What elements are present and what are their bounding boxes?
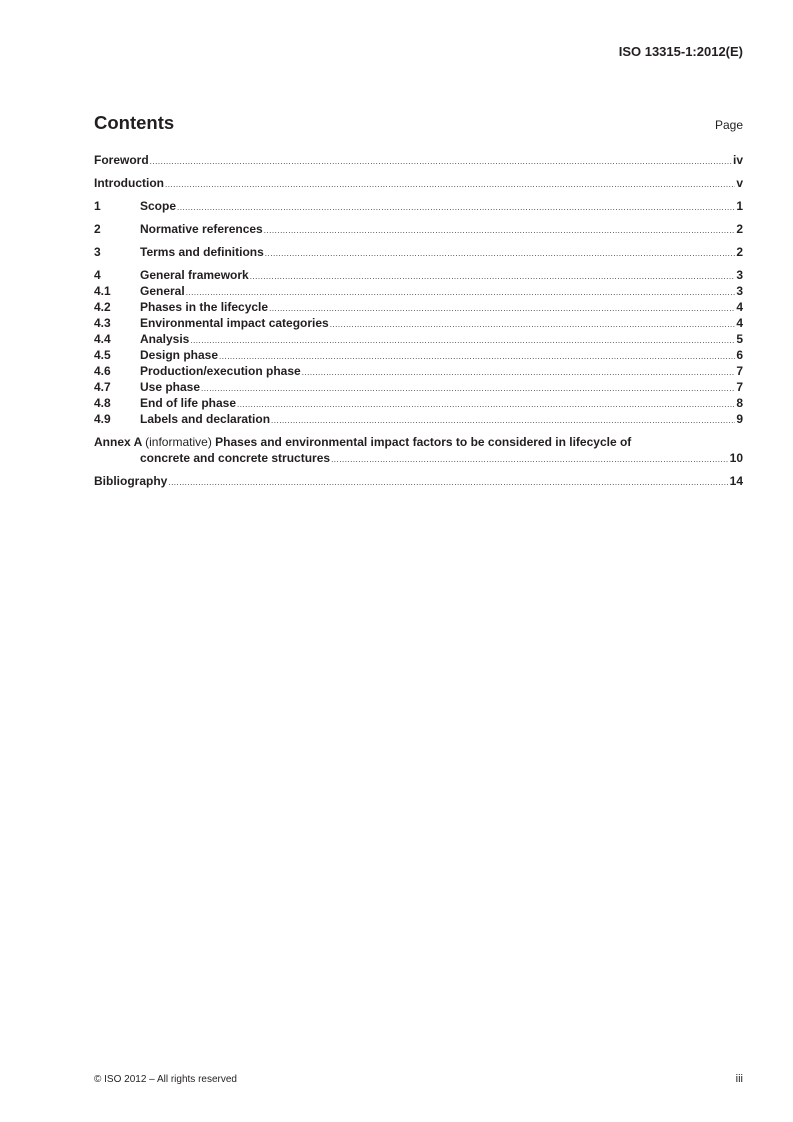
toc-entry-number: 4.4 [94,332,111,346]
page-number: iii [735,1073,743,1085]
dot-leader [250,269,736,285]
toc-entry-normative-references[interactable] [94,221,743,237]
toc-entry-label: Labels and declaration [140,412,271,426]
toc-entry-analysis[interactable] [94,331,743,347]
dot-leader [201,381,735,397]
toc-entry-general[interactable] [94,283,743,299]
toc-entry-label: End of life phase [140,396,237,410]
toc-entry-terms-and-definitions[interactable] [94,244,743,260]
toc-entry-page: 8 [736,396,743,410]
toc-entry-number: 4.2 [94,300,111,314]
toc-entry-phases-in-lifecycle[interactable] [94,299,743,315]
toc-entry-number: 4.1 [94,284,111,298]
toc-entry-label: Environmental impact categories [140,316,329,330]
toc-entry-label: Normative references [140,222,263,236]
toc-entry-page: iv [732,153,743,167]
toc-entry-number: 3 [94,245,101,259]
toc-entry-number: 4 [94,268,101,282]
toc-entry-number: 4.6 [94,364,111,378]
toc-entry-page: 3 [736,284,743,298]
dot-leader [264,223,736,239]
toc-entry-general-framework[interactable] [94,267,743,283]
toc-entry-page: 9 [736,412,743,426]
toc-entry-use-phase[interactable] [94,379,743,395]
dot-leader [150,154,732,170]
toc-entry-number: 4.9 [94,412,111,426]
toc-entry-number: 4.3 [94,316,111,330]
dot-leader [168,475,728,491]
toc-entry-production-execution-phase[interactable] [94,363,743,379]
toc-entry-scope[interactable] [94,198,743,214]
dot-leader [331,452,729,468]
table-of-contents [94,152,743,489]
toc-entry-number: 1 [94,199,101,213]
dot-leader [177,200,735,216]
toc-entry-foreword[interactable] [94,152,743,168]
toc-entry-page: 14 [729,474,743,488]
toc-entry-label: Use phase [140,380,201,394]
toc-entry-page: 7 [736,380,743,394]
annex-qualifier: (informative) [145,435,212,449]
dot-leader [186,285,736,301]
dot-leader [165,177,735,193]
toc-entry-page: 6 [736,348,743,362]
toc-entry-introduction[interactable] [94,175,743,191]
toc-entry-label: Scope [140,199,177,213]
toc-entry-label: Production/execution phase [140,364,301,378]
dot-leader [237,397,735,413]
page-title: Contents [94,112,175,133]
dot-leader [190,333,735,349]
toc-entry-environmental-impact-categories[interactable] [94,315,743,331]
toc-entry-page: 2 [736,222,743,236]
toc-entry-labels-and-declaration[interactable] [94,411,743,427]
toc-entry-label: Bibliography [94,474,168,488]
toc-entry-number: 4.8 [94,396,111,410]
document-reference: ISO 13315-1:2012(E) [618,44,743,59]
toc-entry-page: 7 [736,364,743,378]
toc-entry-page: 4 [736,300,743,314]
toc-entry-number: 4.7 [94,380,111,394]
toc-entry-page: 3 [736,268,743,282]
toc-entry-label: Foreword [94,153,149,167]
toc-entry-page: v [736,176,743,190]
toc-entry-label: Introduction [94,176,164,190]
toc-entry-label: Design phase [140,348,219,362]
dot-leader [271,413,735,429]
toc-entry-number: 4.5 [94,348,111,362]
annex-title-line [94,434,743,450]
toc-entry-page: 4 [736,316,743,330]
toc-entry-label: Phases in the lifecycle [140,300,269,314]
toc-entry-page: 1 [736,199,743,213]
toc-entry-annex-a[interactable] [94,434,743,466]
toc-entry-design-phase[interactable] [94,347,743,363]
toc-entry-label: Analysis [140,332,190,346]
toc-entry-page: 5 [736,332,743,346]
dot-leader [330,317,736,333]
contents-heading-row [94,110,743,134]
toc-entry-label: concrete and concrete structures [140,451,331,465]
toc-entry-page: 10 [729,451,743,465]
page-column-label: Page [714,118,743,132]
annex-title-continuation [94,450,743,466]
dot-leader [265,246,736,262]
toc-entry-label: Terms and definitions [140,245,264,259]
annex-prefix: Annex A [94,435,142,449]
toc-entry-label: General framework [140,268,249,282]
annex-title-first-line: Phases and environmental impact factors to be considered in lifecycle of [215,435,632,449]
toc-entry-bibliography[interactable] [94,473,743,489]
copyright-notice: © ISO 2012 – All rights reserved [94,1074,237,1085]
dot-leader [302,365,736,381]
toc-entry-page: 2 [736,245,743,259]
toc-entry-number: 2 [94,222,101,236]
toc-entry-label: General [140,284,185,298]
dot-leader [269,301,735,317]
toc-entry-end-of-life-phase[interactable] [94,395,743,411]
